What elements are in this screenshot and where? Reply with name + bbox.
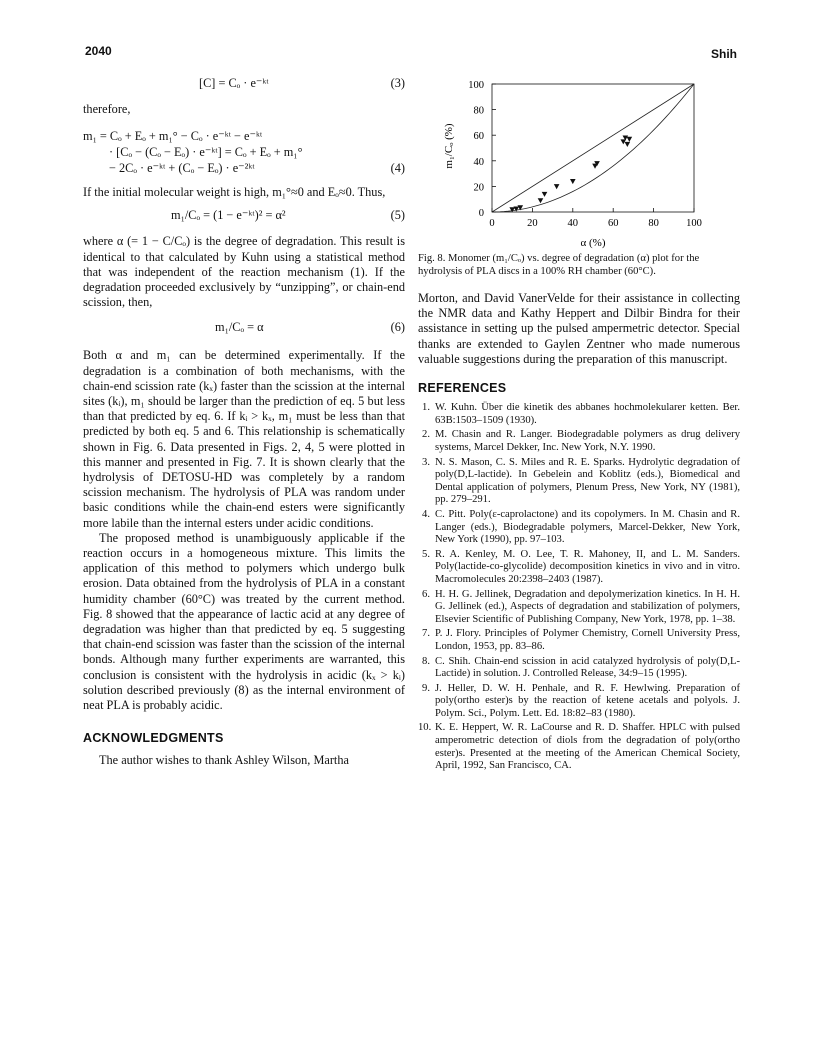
equation-6-body: m₁/Cₒ = α [215, 320, 264, 335]
y-tick-label: 20 [473, 182, 484, 194]
y-tick-label: 60 [473, 131, 484, 143]
x-tick-label: 100 [686, 218, 702, 229]
reference-item [418, 656, 740, 681]
data-points [509, 136, 632, 213]
equation-3-body: [C] = Cₒ · e⁻ᵏᵗ [199, 76, 269, 90]
reference-text: W. Kuhn. Über die kinetik des abbanes hochmolekularer ketten. Ber. 63B:1503–1509 (1930). [435, 402, 740, 426]
reference-item [418, 589, 740, 627]
data-point [625, 142, 631, 147]
equation-4-line-3: − 2Cₒ · e⁻ᵏᵗ + (Cₒ − Eₒ) · e⁻²ᵏᵗ (4) [109, 161, 405, 176]
data-point [570, 179, 576, 184]
right-column [418, 291, 740, 775]
reference-text: M. Chasin and R. Langer. Biodegradable polymers as drug delivery systems, Marcel Dekker, Inc. New York, N.Y. 1990. [435, 429, 740, 453]
reference-item [418, 509, 740, 547]
reference-text: P. J. Flory. Principles of Polymer Chemistry, Cornell University Press, London, 1953, pp. 83–86. [435, 628, 740, 652]
reference-item [418, 402, 740, 427]
paragraph-degree-degradation: where α (= 1 − C/Cₒ) is the degree of degradation. This result is identical to that calculated by Kuhn using a statistical method that was independent of the reaction mechanism (1). If the degradation proceeded exclusively by “unzipping”, or chain-end scission, then, [83, 234, 405, 310]
y-tick-label: 40 [473, 156, 484, 168]
reference-number: 4. [422, 508, 430, 520]
reference-number: 2. [422, 429, 430, 441]
data-point [554, 184, 560, 189]
y-tick-label: 0 [478, 208, 484, 219]
x-tick-label: 0 [489, 218, 495, 229]
y-tick-label: 80 [473, 105, 484, 117]
reference-item [418, 628, 740, 653]
reference-text: H. H. G. Jellinek, Degradation and depolymerization kinetics. In H. H. G. Jellinek (ed.), Aspects of degradation and stabilization of polymers, Elsevier Scientific of Publishing Company, New York, 1978, pp. 1–38. [435, 588, 740, 625]
page-number: 2040 [85, 44, 112, 58]
data-point [509, 207, 515, 212]
equation-4-line-2: · [Cₒ − (Cₒ − Eₒ) · e⁻ᵏᵗ] = Cₒ + Eₒ + m₁° [109, 145, 303, 160]
caption-text: Monomer (m₁/Cₒ) vs. degree of degradation (α) plot for the hydrolysis of PLA discs in a 100% RH chamber (60°C). [418, 253, 700, 277]
equation-4-number: (4) [390, 161, 405, 176]
reference-text: N. S. Mason, C. S. Miles and R. E. Sparks. Hydrolytic degradation of poly(D,L-lactide). In Gebelein and Koblitz (eds.), Biomedical and Dental application of polymers, Plenum Press, New York, NY (1981), pp. 279–291. [435, 456, 740, 506]
reference-item [418, 457, 740, 507]
reference-number: 3. [422, 456, 430, 468]
paragraph-proposed-method: The proposed method is unambiguously applicable if the reaction occurs in a homogeneous mixture. This limits the application of this method to polymers which undergo bulk erosion. Data obtained from the hydrolysis of PLA in a constant humidity chamber (60°C) was treated by the current method. Fig. 8 showed that the appearance of lactic acid at any degree of degradation was higher than that predicted by eq. 5 suggesting that chain-end scission was faster than the scission of the internal bonds. Although many further experiments are warranted, this conclusion is consistent with the hydrolysis in acidic (kₓ > kᵢ) solution described previously (8) as the internal environment of neat PLA is probably acidic. [83, 530, 405, 713]
acknowledgments-heading: ACKNOWLEDGMENTS [83, 731, 224, 746]
x-tick-label: 40 [567, 218, 579, 229]
acknowledgments-text-continued: Morton, and David VanerVelde for their assistance in collecting the NMR data and Kathy Heppert and Dilbir Bindra for their assistance in setting up the pulsed ampermetric detector. Special thanks are extended to Gaylen Zentner who made numerous valuable suggestions during the preparation of this manuscript. [418, 291, 740, 366]
reference-number: 8. [422, 655, 430, 667]
caption-label: Fig. 8. [418, 253, 446, 264]
reference-text: C. Pitt. Poly(ε-caprolactone) and its copolymers. In M. Chasin and R. Langer (eds.), Biodegradable polymers, Marcel-Dekker, New York, New York (1990), pp. 97–103. [435, 508, 740, 546]
therefore-text: therefore, [83, 102, 131, 116]
equation-5-body: m₁/Cₒ = (1 − e⁻ᵏᵗ)² = α² [171, 208, 286, 223]
equation-6 [83, 320, 405, 336]
reference-text: J. Heller, D. W. H. Penhale, and R. F. Hewlwing. Preparation of poly(ortho ester)s by the reaction of ketene acetals and polyols. J. Polym. Sci., Polym. Lett. Ed. 18:82–83 (1980). [435, 682, 740, 719]
reference-item [418, 683, 740, 721]
y-tick-label: 100 [468, 80, 484, 91]
equation-3 [83, 76, 405, 92]
reference-number: 7. [422, 628, 430, 640]
data-point [538, 198, 544, 203]
references-heading: REFERENCES [418, 381, 507, 396]
paragraph-mechanisms: Both α and m₁ can be determined experimentally. If the degradation is a combination of both mechanisms, with the chain-end scission rate (kₓ) faster than the scission at the internal sites (kᵢ), m₁ should be larger than the prediction of eq. 5 but less than that predicted by eq. 6. If kᵢ > kₓ, m₁ must be less than that predicted by both eq. 5 and 6. This relationship is schematically shown in Fig. 6. Data presented in Figs. 2, 4, 5 were plotted in this manner and presented in Fig. 7. It is shown clearly that the hydrolysis of DETOSU-HD was completely by a random scission mechanism. The hydrolysis of PLA was random under basic conditions while the chain-end esters were significantly more labile than the internal esters under acidic conditions. [83, 348, 405, 530]
reference-text: R. A. Kenley, M. O. Lee, T. R. Mahoney, II, and L. M. Sanders. Poly(lactide-co-glycolide) decomposition kinetics in vivo and in vitro. Macromolecules 20:2398–2403 (1987). [435, 548, 740, 585]
figure-8-caption [418, 252, 740, 278]
data-point [627, 137, 633, 142]
x-tick-label: 60 [607, 218, 619, 229]
data-point [513, 207, 519, 212]
paragraph-initial-weight: If the initial molecular weight is high, m₁°≈0 and Eₒ≈0. Thus, [83, 185, 386, 200]
reference-text: K. E. Heppert, W. R. LaCourse and R. D. Shaffer. HPLC with pulsed amperometric detection of diols from the degradation of poly(ortho ester)s. Presented at the meeting of the American Chemical Society, April, 1992, San Francisco, CA. [435, 722, 740, 772]
left-column [83, 72, 405, 768]
reference-number: 1. [422, 402, 430, 414]
x-axis-label: α (%) [580, 237, 606, 249]
x-tick-label: 20 [527, 218, 538, 229]
x-tick-label: 80 [648, 218, 659, 229]
x-axis-ticks [489, 208, 702, 229]
running-head: Shih [711, 47, 737, 61]
equation-5-number: (5) [390, 208, 405, 223]
equation-4-line-1: m₁ = Cₒ + Eₒ + m₁° − Cₒ · e⁻ᵏᵗ − e⁻ᵏᵗ [83, 129, 263, 144]
acknowledgments-text-start: The author wishes to thank Ashley Wilson, Martha [99, 752, 349, 767]
data-point [542, 192, 548, 197]
reference-number: 10. [418, 722, 432, 734]
equation-5 [83, 208, 405, 224]
equation-3-number: (3) [390, 76, 405, 90]
reference-item [418, 429, 740, 454]
reference-curves [492, 84, 694, 212]
reference-number: 6. [422, 588, 430, 600]
equation-6-number: (6) [390, 320, 405, 335]
y-axis-label: m₁/Cₒ (%) [443, 123, 455, 169]
reference-number: 5. [422, 548, 430, 560]
reference-number: 9. [422, 682, 430, 694]
reference-item [418, 549, 740, 587]
reference-list [418, 402, 740, 773]
reference-text: C. Shih. Chain-end scission in acid catalyzed hydrolysis of poly(D,L-Lactide) in solution. J. Controlled Release, 34:9–15 (1995). [435, 655, 740, 680]
linear-reference-line [492, 84, 694, 212]
equation-4 [83, 129, 405, 177]
reference-item [418, 722, 740, 772]
figure-8-chart [418, 76, 740, 252]
